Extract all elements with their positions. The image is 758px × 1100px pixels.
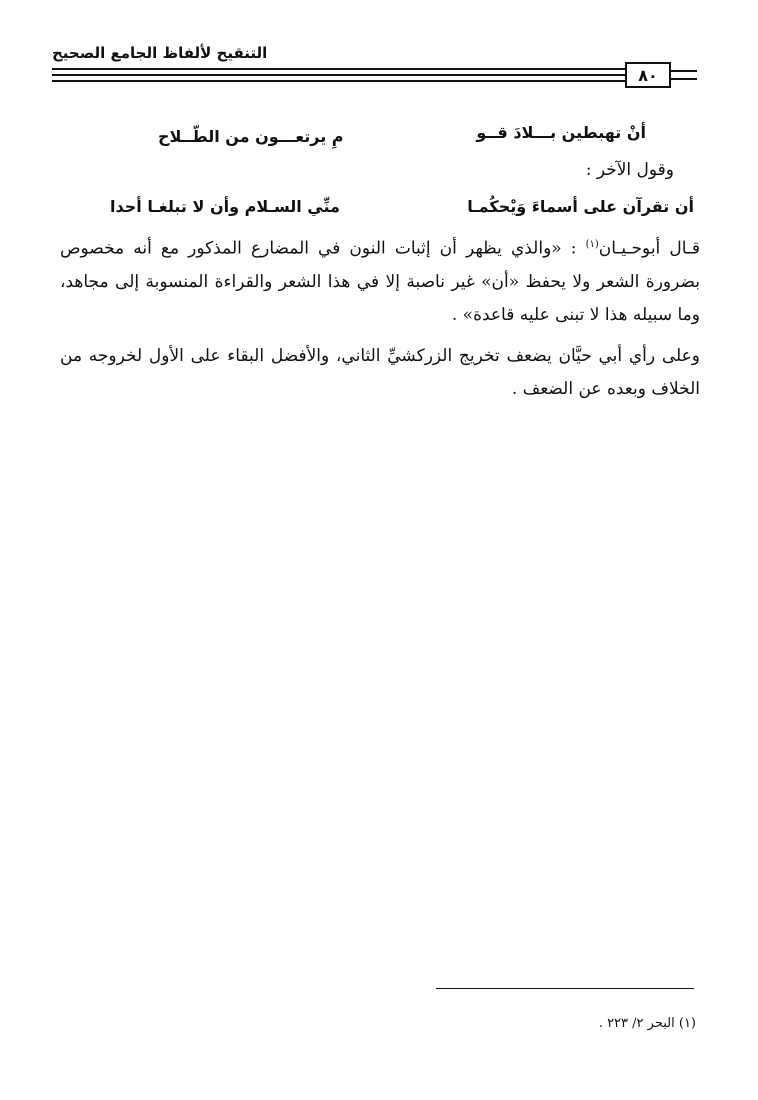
header-rule-top (52, 68, 625, 70)
header-rule-right-top (671, 70, 697, 72)
header-rule-right-bottom (671, 78, 697, 80)
paragraph-lead: قـال أبوحـيـان (598, 238, 701, 259)
verse2-first-hemistich: أن تقرآن على أسماءَ وَيْحكُمـا (467, 197, 694, 216)
header-rule-mid (52, 74, 625, 76)
footnote-text: (١) البحر ٢/ ٢٢٣ . (598, 1016, 696, 1031)
paragraph-conclusion: وعلى رأي أبي حيَّان يضعف تخريج الزركشيِّ الثاني، والأفضل البقاء على الأول لخروجه من الخلاف وبعده عن الضعف . (60, 346, 700, 399)
header-rule-bottom (52, 80, 625, 82)
verse2-intro: وقول الآخر : (585, 160, 674, 180)
paragraph-rest: : «والذي يظهر أن إثبات النون في المضارع المذكور مع أنه مخصوص بضرورة الشعر ولا يحفظ «أن» غير ناصبة إلا في هذا الشعر والقراءة المنسوبة إلى مجاهد، وما سبيله هذا لا تبنى عليه قاعدة» . (60, 238, 700, 325)
page-number: ٨٠ (625, 62, 671, 88)
verse1-second-hemistich: مِ يرتعـــون من الطّــلاح (158, 127, 344, 146)
running-header-title: التنقيح لألفاظ الجامع الصحيح (52, 44, 268, 62)
verse1-first-hemistich: أنْ تهبطين بـــلادَ قــو (476, 123, 646, 142)
footnote-marker: (١) (585, 239, 599, 250)
paragraph-abu-hayyan-quote (60, 228, 700, 332)
footnote-separator (436, 988, 694, 989)
verse2-second-hemistich: منِّي السـلام وأن لا تبلغـا أحدا (110, 197, 340, 216)
